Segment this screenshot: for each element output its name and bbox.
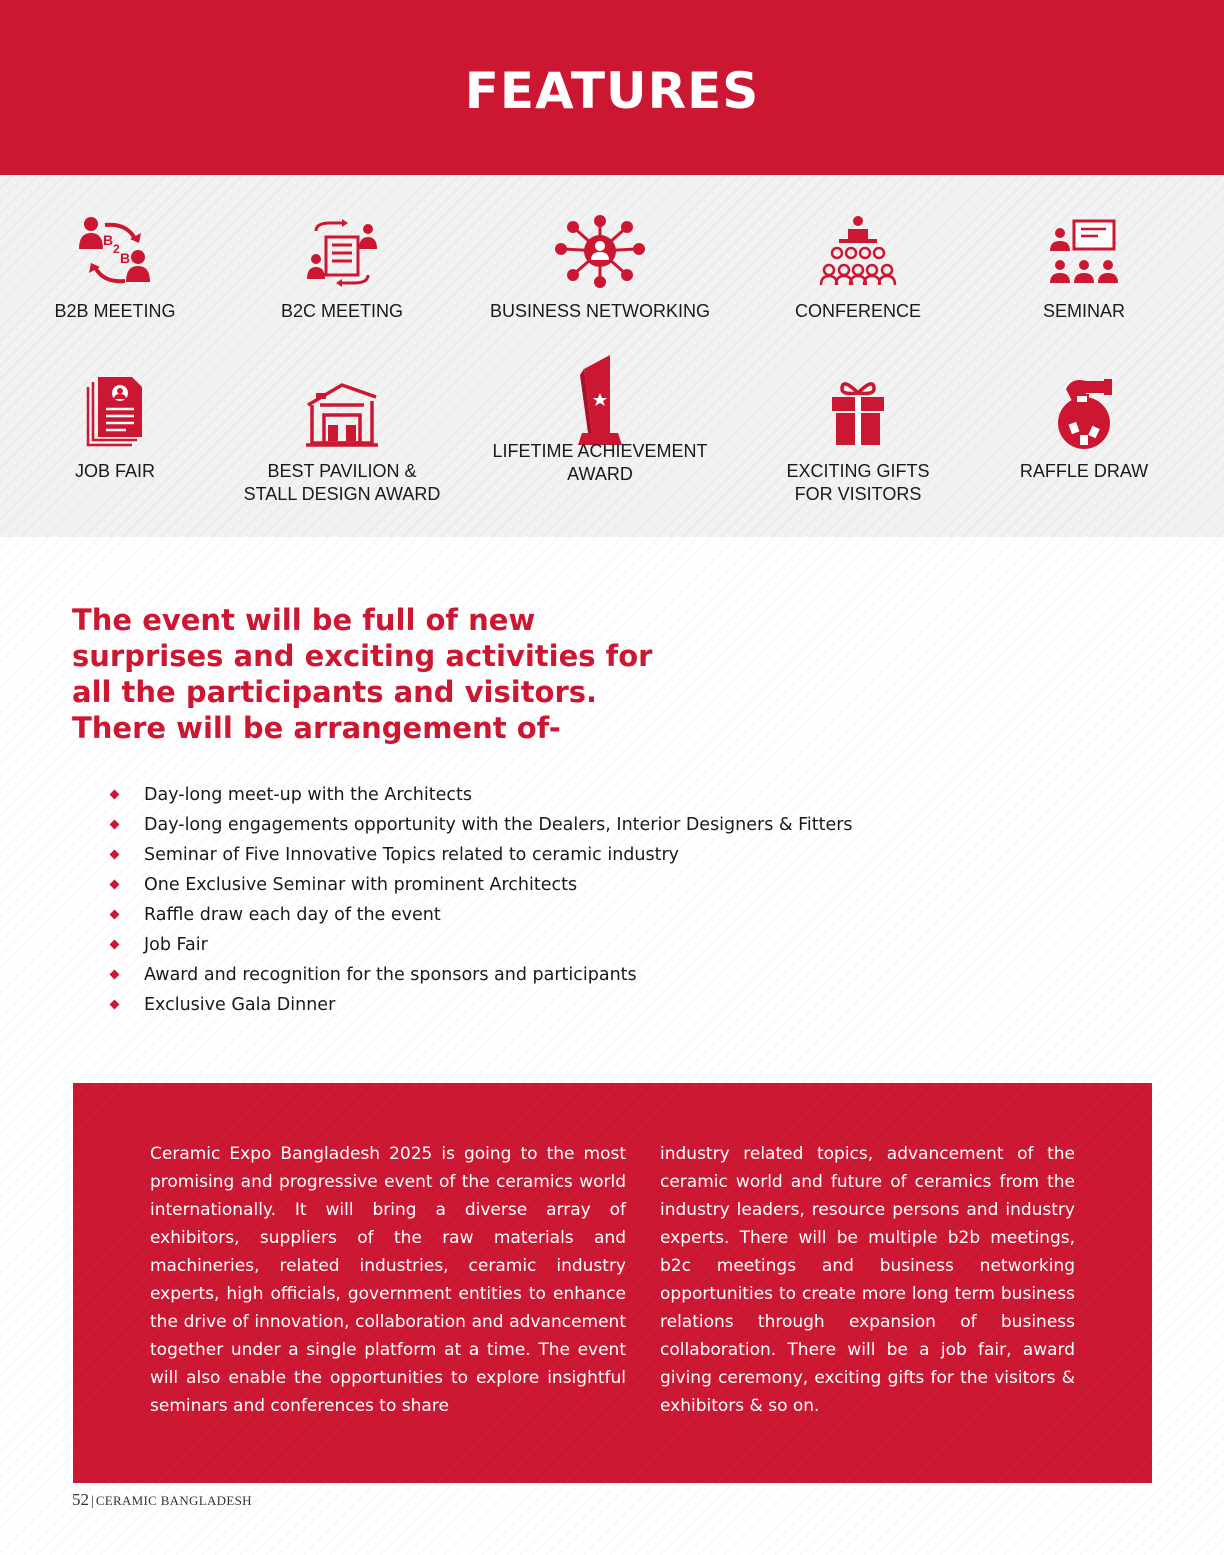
magazine-name: CERAMIC BANGLADESH [95, 1493, 252, 1508]
feature-exciting-gifts [738, 375, 978, 506]
conference-icon [815, 215, 901, 290]
svg-text:B: B [103, 232, 114, 248]
list-item-text: Day-long engagements opportunity with the Dealers, Interior Designers & Fitters [144, 815, 853, 835]
footer-separator: | [91, 1494, 94, 1509]
description-left-column: Ceramic Expo Bangladesh 2025 is going to the most promising and progressive event of the ceramics world internationally. It will bring a diverse array of exhibitors, suppliers of the raw materials and machineries, related industries, ceramic industry experts, high officials, government entities to enhance the drive of innovation, collaboration and advancement together under a single platform at a time. The event will also enable the opportunities to explore insightful seminars and conferences to share [150, 1144, 626, 1416]
diamond-bullet-icon [110, 790, 120, 800]
intro-heading: The event will be full of new surprises and exciting activities for all the participants and visitors. There will be arrangement of- [72, 603, 653, 745]
list-item [108, 960, 853, 990]
list-item-text: Award and recognition for the sponsors and participants [144, 965, 637, 985]
feature-business-networking [480, 215, 720, 323]
feature-b2b-meeting [0, 215, 235, 323]
feature-label: BUSINESS NETWORKING [489, 301, 711, 321]
feature-lifetime-achievement [480, 355, 720, 486]
feature-label: EXCITING GIFTS FOR VISITORS [786, 461, 930, 504]
feature-seminar [964, 215, 1204, 323]
job-fair-icon [80, 375, 150, 450]
b2c-meeting-icon [302, 215, 382, 290]
list-item-text: Seminar of Five Innovative Topics related to ceramic industry [144, 845, 680, 865]
raffle-draw-icon [1052, 375, 1116, 450]
feature-label: LIFETIME ACHIEVEMENT AWARD [492, 441, 708, 484]
list-item [108, 900, 853, 930]
svg-text:2: 2 [113, 242, 120, 256]
feature-conference [738, 215, 978, 323]
features-band [0, 175, 1224, 537]
feature-best-pavilion [222, 375, 462, 506]
page-title: FEATURES [464, 61, 760, 120]
diamond-bullet-icon [110, 970, 120, 980]
feature-label: B2C MEETING [280, 301, 404, 321]
feature-label: RAFFLE DRAW [1019, 461, 1149, 481]
svg-text:B: B [120, 250, 131, 266]
list-item-text: Exclusive Gala Dinner [144, 995, 336, 1015]
list-item [108, 840, 853, 870]
diamond-bullet-icon [110, 880, 120, 890]
diamond-bullet-icon [110, 850, 120, 860]
page-footer [72, 1490, 252, 1510]
list-item [108, 870, 853, 900]
feature-label: B2B MEETING [54, 301, 176, 321]
b2b-meeting-icon [75, 215, 155, 290]
seminar-icon [1046, 215, 1122, 290]
list-item [108, 780, 853, 810]
list-item [108, 930, 853, 960]
diamond-bullet-icon [110, 910, 120, 920]
feature-label: BEST PAVILION & STALL DESIGN AWARD [243, 461, 441, 504]
diamond-bullet-icon [110, 820, 120, 830]
pavilion-icon [302, 375, 382, 450]
list-item-text: Day-long meet-up with the Architects [144, 785, 472, 805]
feature-raffle-draw [964, 375, 1204, 483]
list-item [108, 990, 853, 1020]
page-number: 52 [72, 1490, 89, 1509]
list-item-text: One Exclusive Seminar with prominent Architects [144, 875, 578, 895]
trophy-icon [570, 355, 630, 450]
feature-b2c-meeting [222, 215, 462, 323]
list-item-text: Raffle draw each day of the event [144, 905, 441, 925]
description-box [73, 1083, 1152, 1483]
description-right-column: industry related topics, advancement of the ceramic world and future of ceramics from the industry leaders, resource persons and industry experts. There will be multiple b2b meetings, b2c meetings and business networking opportunities to create more long term business relations through expansion of business collaboration. There will be a job fair, award giving ceremony, exciting gifts for the visitors & exhibitors & so on. [660, 1144, 1075, 1416]
feature-label: CONFERENCE [794, 301, 921, 321]
feature-job-fair [0, 375, 235, 483]
diamond-bullet-icon [110, 1000, 120, 1010]
gift-icon [828, 375, 888, 450]
feature-label: SEMINAR [1042, 301, 1125, 321]
list-item [108, 810, 853, 840]
activity-list [108, 780, 853, 1020]
header-band [0, 0, 1224, 175]
business-networking-icon [553, 215, 647, 290]
list-item-text: Job Fair [144, 935, 208, 955]
diamond-bullet-icon [110, 940, 120, 950]
feature-label: JOB FAIR [74, 461, 155, 481]
